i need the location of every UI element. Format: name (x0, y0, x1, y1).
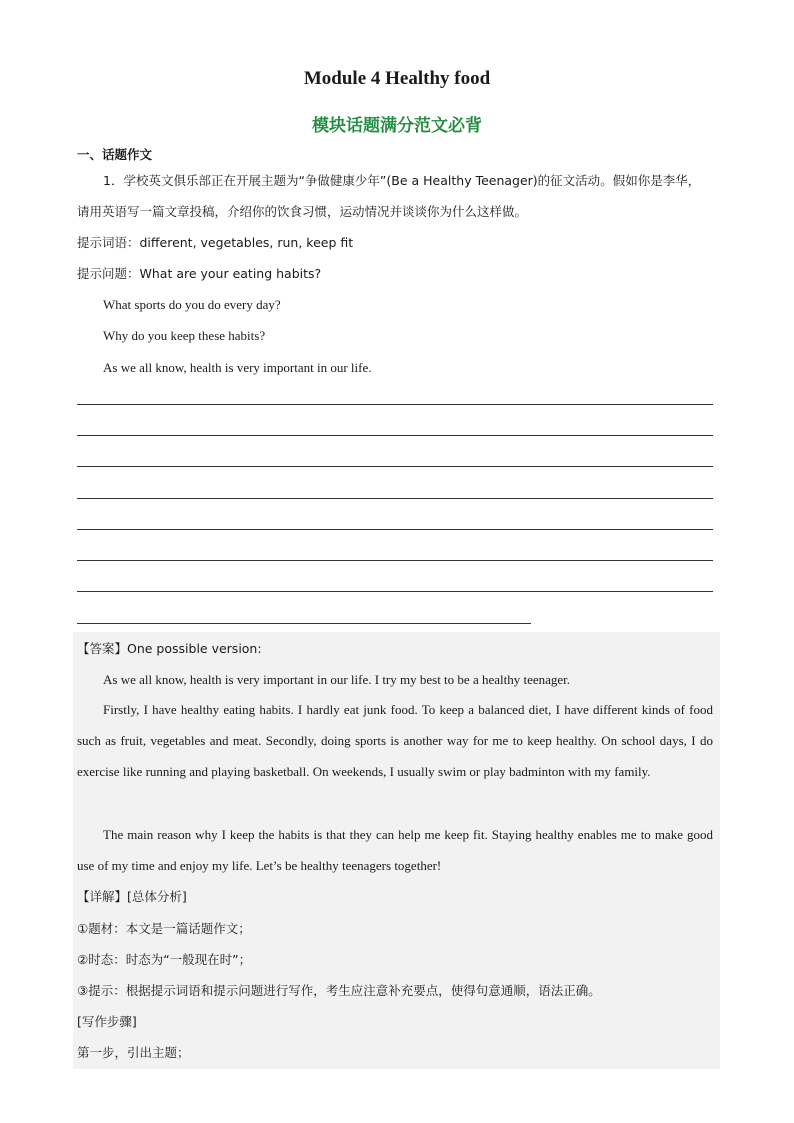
writing-line (77, 591, 713, 592)
answer-paragraph-2: Firstly, I have healthy eating habits. I hardly eat junk food. To keep a balanced diet, I have different kinds of food such as fruit, vegetables and meat. Secondly, doing sports is another way for me to keep healthy. On school days, I do exercise like running and playing basketball. On weekends, I usually swim or play badminton with my family. (77, 702, 713, 779)
writing-line (77, 498, 713, 499)
hint-question-3: Why do you keep these habits? (103, 328, 266, 343)
page-title: Module 4 Healthy food (303, 68, 491, 89)
section-heading: 一、话题作文 (77, 147, 153, 162)
answer-label: 【答案】One possible version: (77, 641, 262, 656)
writing-line (77, 435, 713, 436)
hint-question-2: What sports do you do every day? (103, 297, 281, 312)
detail-item-2: ②时态：时态为“一般现在时”； (77, 952, 252, 967)
writing-line (77, 466, 713, 467)
detail-item-1: ①题材：本文是一篇话题作文； (77, 921, 251, 936)
prompt-line-2: 请用英语写一篇文章投稿，介绍你的饮食习惯，运动情况并谈谈你为什么这样做。 (77, 204, 528, 219)
detail-item-3: ③提示：根据提示词语和提示问题进行写作，考生应注意补充要点，使得句意通顺，语法正确。 (77, 983, 601, 998)
writing-line (77, 404, 713, 405)
hint-question-1: 提示问题：What are your eating habits? (77, 266, 322, 281)
page-subtitle: 模块话题满分范文必背 (312, 116, 482, 136)
essay-opening: As we all know, health is very important in our life. (103, 360, 372, 375)
writing-line (77, 560, 713, 561)
writing-line-short (77, 623, 531, 624)
prompt-line-1: 1．学校英文俱乐部正在开展主题为“争做健康少年”(Be a Healthy Teenager)的征文活动。假如你是李华， (103, 173, 701, 188)
hint-words: 提示词语：different, vegetables, run, keep fit (77, 235, 354, 250)
step-1: 第一步，引出主题； (77, 1045, 190, 1060)
detail-label: 【详解】[总体分析] (77, 889, 187, 904)
answer-paragraph-3: The main reason why I keep the habits is that they can help me keep fit. Staying healthy enables me to make good use of my time and enjoy my life. Let’s be healthy teenagers together! (77, 827, 713, 873)
answer-paragraph-1: As we all know, health is very important in our life. I try my best to be a healthy teenager. (103, 672, 571, 687)
writing-line (77, 529, 713, 530)
steps-label: [写作步骤] (77, 1014, 137, 1029)
